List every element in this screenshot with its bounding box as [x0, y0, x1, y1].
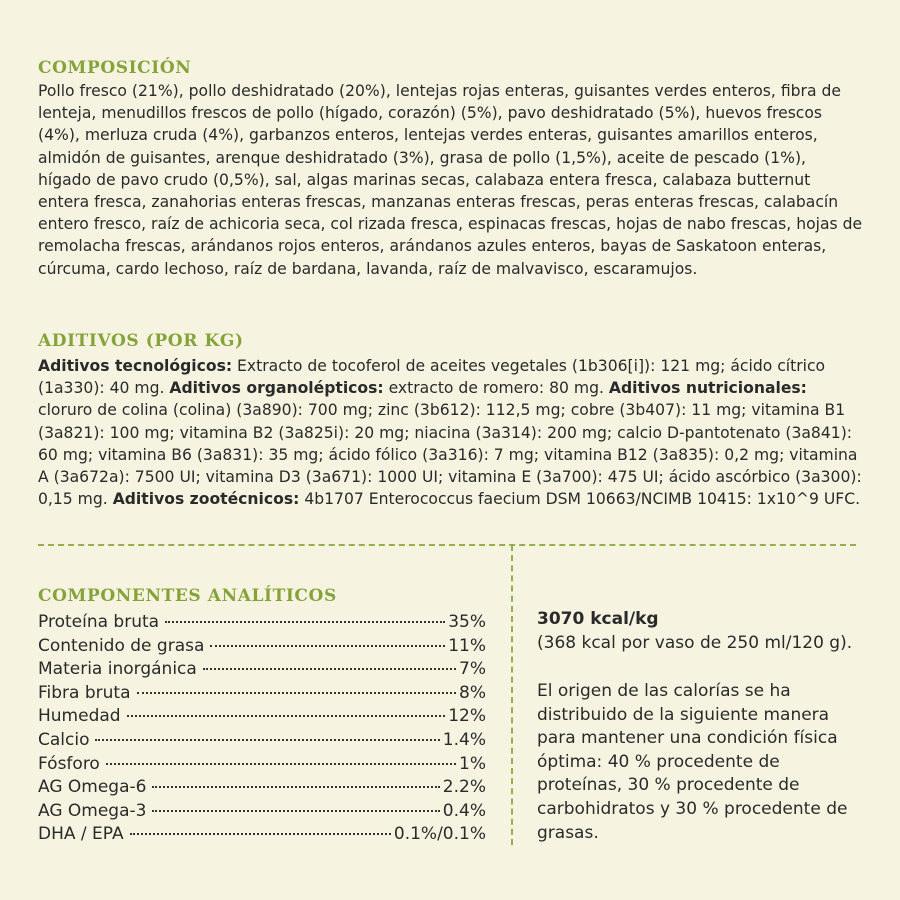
analytics-row — [38, 823, 486, 847]
analytics-row — [38, 611, 486, 635]
analytics-value: 35% — [448, 612, 486, 632]
dot-leader — [137, 692, 457, 694]
analytics-label: AG Omega-6 — [38, 777, 147, 798]
analytics-list — [38, 611, 486, 847]
analytics-value: 1% — [459, 753, 486, 774]
aditivos-tecnologicos-text: Extracto de tocoferol de aceites vegetales (1b306[i]): 121 mg; ácido cítrico (1a330): 40 mg. — [38, 357, 826, 398]
analytics-label: DHA / EPA — [38, 824, 124, 845]
analytics-row — [38, 705, 486, 729]
analytics-label: Fósforo — [38, 753, 100, 774]
dot-leader — [165, 621, 445, 623]
aditivos-heading: ADITIVOS (POR KG) — [38, 331, 244, 351]
dot-leader — [127, 715, 446, 717]
aditivos-organolepticos-label: Aditivos organolépticos: — [169, 379, 384, 398]
analytics-label: Contenido de grasa — [38, 635, 205, 656]
aditivos-zootecnicos-label: Aditivos zootécnicos: — [112, 490, 300, 509]
analytics-label: Humedad — [38, 706, 121, 727]
aditivos-nutricionales-label: Aditivos nutricionales: — [608, 379, 807, 398]
dot-leader — [203, 668, 456, 670]
dot-leader — [106, 763, 456, 765]
analytics-row — [38, 776, 486, 800]
analytics-label: Proteína bruta — [38, 612, 160, 632]
dot-leader — [152, 810, 439, 812]
dot-leader — [152, 786, 439, 788]
analytics-label: Fibra bruta — [38, 682, 131, 703]
aditivos-organolepticos-text: extracto de romero: 80 mg. — [383, 379, 609, 398]
analytics-value: 0.4% — [442, 800, 486, 821]
analytics-row — [38, 682, 486, 706]
vertical-dashed-divider — [511, 545, 513, 845]
horizontal-dashed-divider — [38, 544, 856, 546]
energy-per-cup: (368 kcal por vaso de 250 ml/120 g). — [537, 633, 853, 653]
energy-kcal: 3070 kcal/kg — [537, 609, 659, 629]
calorie-distribution: El origen de las calorías se ha distribuido de la siguiente manera para mantener una condición física óptima: 40 % procedente de proteínas, 30 % procedente de carbohidratos y 30 % procedente de grasas. — [537, 681, 848, 843]
dot-leader — [130, 833, 391, 835]
composicion-text: Pollo fresco (21%), pollo deshidratado (20%), lentejas rojas enteras, guisantes verdes enteros, fibra de lenteja, menudillos frescos de pollo (hígado, corazón) (5%), pavo deshidratado (5%), huevos frescos (4%), merluza cruda (4%), garbanzos enteros, lentejas verdes enteras, guisantes amarillos enteros, almidón de guisantes, arenque deshidratado (3%), grasa de pollo (1,5%), aceite de pescado (1%), hígado de pavo crudo (0,5%), sal, algas marinas secas, calabaza entera fresca, calabaza butternut entera fresca, zanahorias enteras frescas, manzanas enteras frescas, peras enteras frescas, calabacín entero fresco, raíz de achicoria seca, col rizada fresca, espinacas frescas, hojas de nabo frescas, hojas de remolacha frescas, arándanos rojos enteros, arándanos azules enteros, bayas de Saskatoon enteras, cúrcuma, cardo lechoso, raíz de bardana, lavanda, raíz de malvavisco, escaramujos. — [38, 82, 863, 278]
analytics-label: AG Omega-3 — [38, 800, 147, 821]
aditivos-text — [38, 355, 863, 510]
aditivos-zootecnicos-text: 4b1707 Enterococcus faecium DSM 10663/NCIMB 10415: 1x10^9 UFC. — [299, 490, 861, 509]
analytics-row — [38, 729, 486, 753]
analytics-label: Materia inorgánica — [38, 659, 197, 680]
dot-leader — [210, 645, 445, 647]
analytics-value: 12% — [448, 706, 486, 727]
analytics-row — [38, 658, 486, 682]
analytics-row — [38, 753, 486, 777]
composicion-heading: COMPOSICIÓN — [38, 58, 192, 78]
analytics-value: 7% — [459, 659, 486, 680]
analytics-row — [38, 635, 486, 659]
aditivos-tecnologicos-label: Aditivos tecnológicos: — [38, 357, 233, 375]
aditivos-nutricionales-text: cloruro de colina (colina) (3a890): 700 mg; zinc (3b612): 112,5 mg; cobre (3b407): 11 mg; vitamina B1 (3a821): 100 mg; vitamina B2 (3a825i): 20 mg; niacina (3a314): 200 mg; calcio D-pantotenato (3a841): 60 mg; vitamina B6 (3a831): 35 mg; ácido fólico (3a316): 7 mg; vitamina B12 (3a835): 0,2 mg; vitamina A (3a672a): 7500 UI; vitamina D3 (3a671): 1000 UI; vitamina E (3a700): 475 UI; ácido ascórbico (3a300): 0,15 mg. — [38, 401, 862, 509]
analytics-value: 11% — [448, 635, 486, 656]
analytics-label: Calcio — [38, 729, 90, 750]
analytics-value: 2.2% — [442, 777, 486, 798]
dot-leader — [95, 739, 439, 741]
analytics-value: 1.4% — [442, 729, 486, 750]
componentes-heading: COMPONENTES ANALÍTICOS — [38, 586, 337, 606]
analytics-value: 0.1%/0.1% — [393, 824, 486, 845]
analytics-value: 8% — [459, 682, 486, 703]
analytics-row — [38, 800, 486, 824]
